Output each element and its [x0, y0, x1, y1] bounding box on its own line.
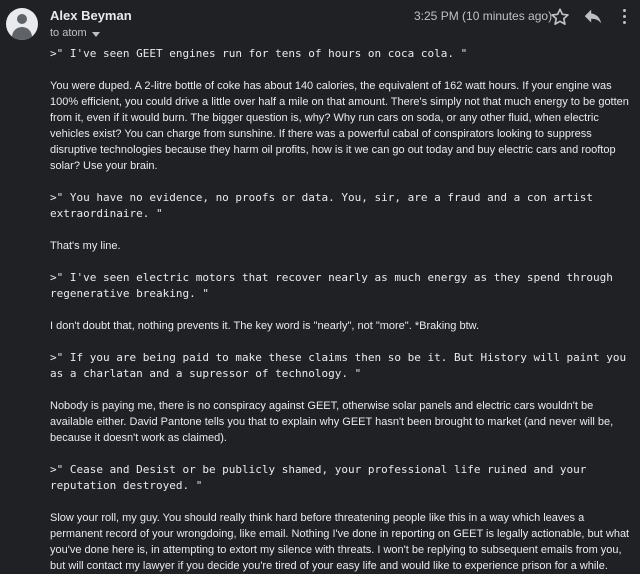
quoted-text: >" Cease and Desist or be publicly shamed, your professional life ruined and your reputation destroyed. " [50, 463, 587, 492]
avatar[interactable] [6, 8, 38, 40]
email-header [0, 0, 640, 46]
timestamp: 3:25 PM (10 minutes ago) [414, 9, 553, 23]
body-paragraph: I don't doubt that, nothing prevents it. The key word is "nearly", not "more". *Braking btw. [50, 320, 480, 332]
star-icon[interactable] [549, 6, 571, 28]
body-paragraph: You were duped. A 2-litre bottle of coke has about 140 calories, the equivalent of 162 watt hours. If your engine was 100% efficient, you could drive a little over half a mile on that amount. There's simply not that much energy to be gotten from it, even if it would burn. The bigger question is, why? Why run cars on soda, or any other fluid, when electric vehicles exist? You can charge from sunshine. If there was a powerful cabal of conspirators looking to suppress disruptive technologies because they harm oil profits, how is it we can go out today and buy electric cars and rooftop solar? Use your brain. [50, 80, 629, 172]
quoted-text: >" I've seen electric motors that recover nearly as much energy as they spend through regenerative breaking. " [50, 271, 613, 300]
body-paragraph: That's my line. [50, 240, 121, 252]
more-vert-icon[interactable] [614, 6, 636, 28]
recipient-line[interactable] [50, 27, 100, 39]
person-icon-body [12, 27, 32, 40]
sender-name[interactable]: Alex Beyman [50, 8, 132, 23]
quoted-text: >" If you are being paid to make these claims then so be it. But History will paint you as a charlatan and a supressor of technology. " [50, 351, 627, 380]
chevron-down-icon[interactable] [92, 32, 100, 37]
recipient-label: to atom [50, 27, 87, 39]
body-paragraph: Nobody is paying me, there is no conspiracy against GEET, otherwise solar panels and electric cars wouldn't be available either. David Pantone tells you that to explain why GEET hasn't been brought to market (and never will be, because it doesn't work as claimed). [50, 400, 614, 444]
quoted-text: >" I've seen GEET engines run for tens of hours on coca cola. " [50, 47, 468, 60]
reply-icon[interactable] [582, 6, 604, 28]
person-icon [17, 14, 27, 24]
body-paragraph: Slow your roll, my guy. You should really think hard before threatening people like this in a way which leaves a permanent record of your wrongdoing, like email. Nothing I've done in reporting on GEET is legally actionable, but what you've done here is, in attempting to extort my silence with threats. I won't be replying to subsequent emails from you, but will contact my lawyer if you decide you're tired of your easy life and would like to experience prison for a while. [50, 512, 630, 572]
quoted-text: >" You have no evidence, no proofs or data. You, sir, are a fraud and a con artist extraordinaire. " [50, 191, 594, 220]
email-body [50, 46, 634, 574]
